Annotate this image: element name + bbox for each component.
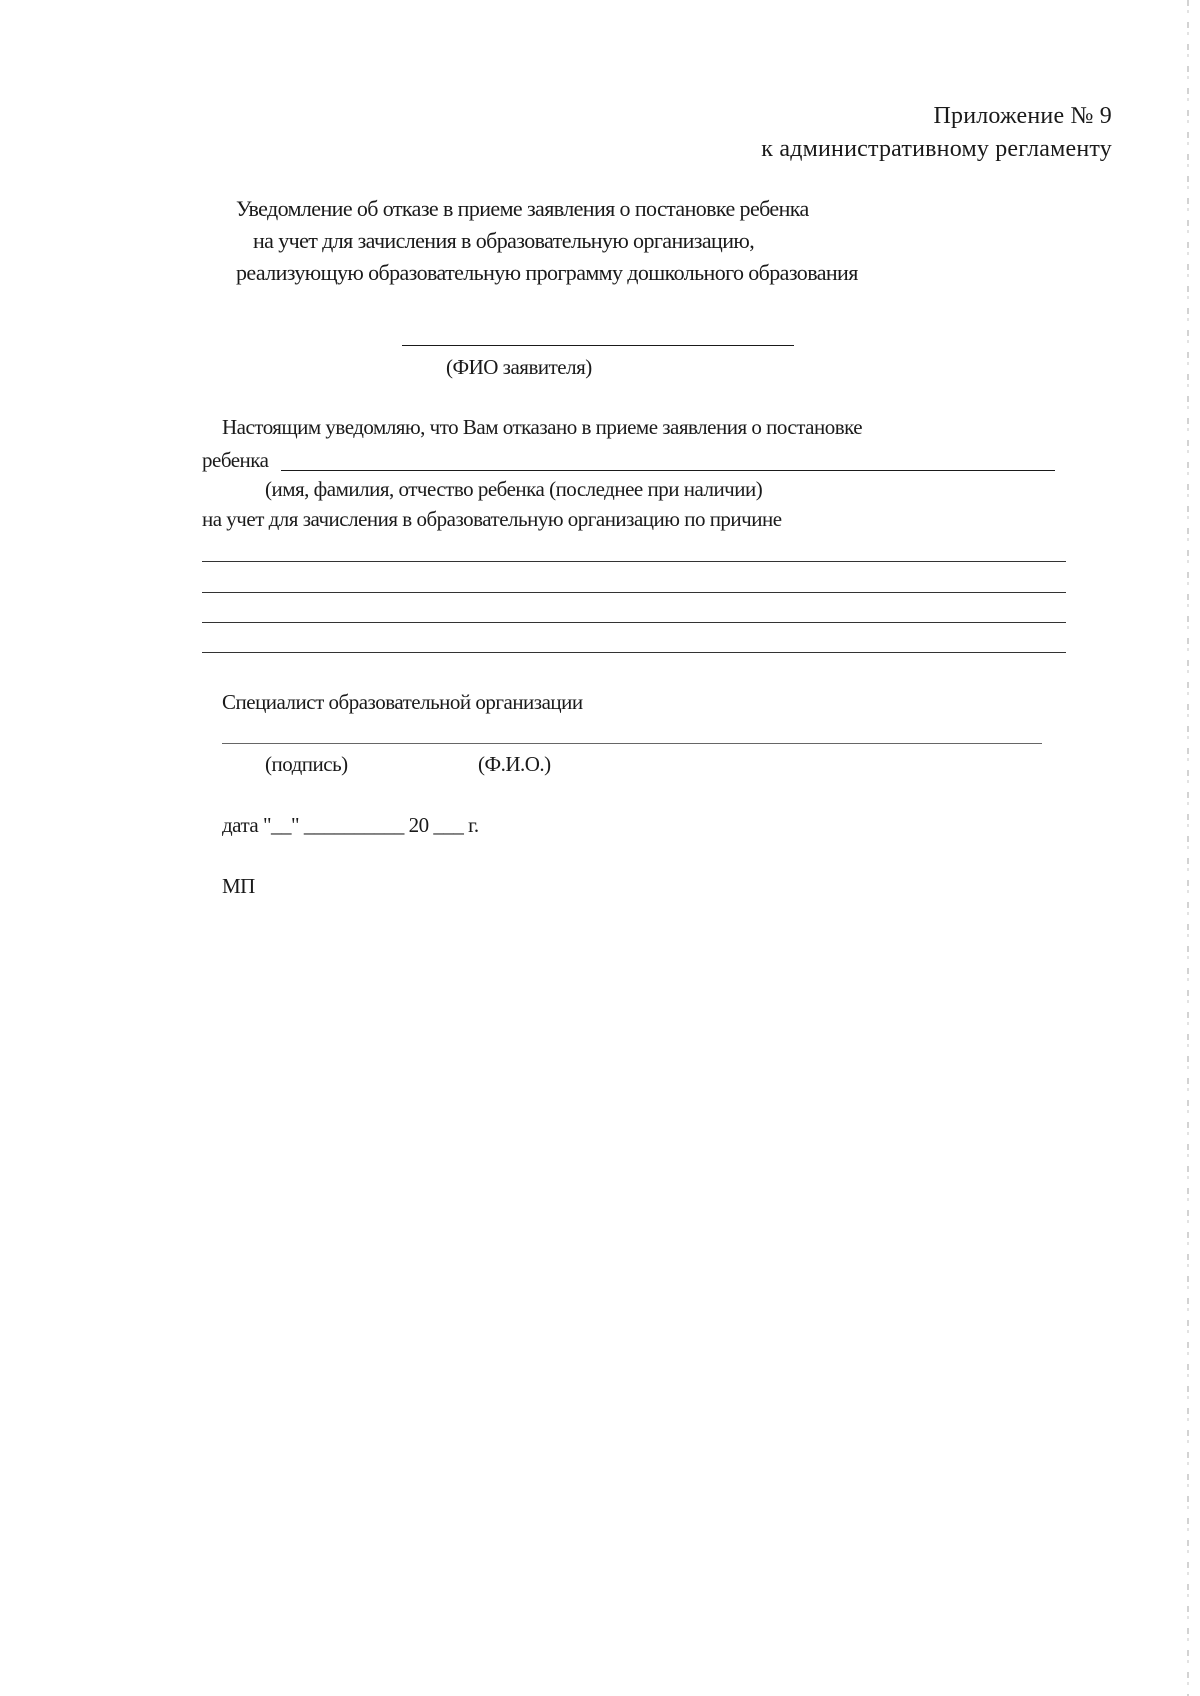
notice-title-line-2: на учет для зачисления в образовательную организацию, — [253, 228, 755, 253]
name-caption: (Ф.И.О.) — [478, 752, 551, 776]
scan-edge-artifact — [1187, 0, 1189, 1696]
applicant-name-caption: (ФИО заявителя) — [446, 355, 592, 379]
notice-title-line-1: Уведомление об отказе в приеме заявления о постановке ребенка — [236, 196, 809, 221]
reason-statement: на учет для зачисления в образовательную организацию по причине — [202, 507, 782, 531]
notice-title-line-3: реализующую образовательную программу дошкольного образования — [236, 260, 858, 285]
signature-line — [222, 743, 1042, 744]
specialist-label: Специалист образовательной организации — [222, 690, 583, 714]
child-label: ребенка — [202, 448, 269, 472]
reason-line-4 — [202, 652, 1066, 653]
child-name-caption: (имя, фамилия, отчество ребенка (последнее при наличии) — [265, 477, 763, 501]
reason-line-3 — [202, 622, 1066, 623]
date-line: дата "__" __________ 20 ___ г. — [222, 813, 479, 837]
appendix-number: Приложение № 9 — [933, 103, 1112, 129]
reason-line-1 — [202, 561, 1066, 562]
regulation-reference: к административному регламенту — [761, 136, 1112, 162]
child-name-line — [281, 470, 1055, 471]
applicant-name-line — [402, 345, 794, 346]
notice-statement: Настоящим уведомляю, что Вам отказано в приеме заявления о постановке — [222, 415, 863, 439]
signature-caption: (подпись) — [265, 752, 348, 776]
stamp-placeholder: МП — [222, 874, 255, 898]
reason-line-2 — [202, 592, 1066, 593]
